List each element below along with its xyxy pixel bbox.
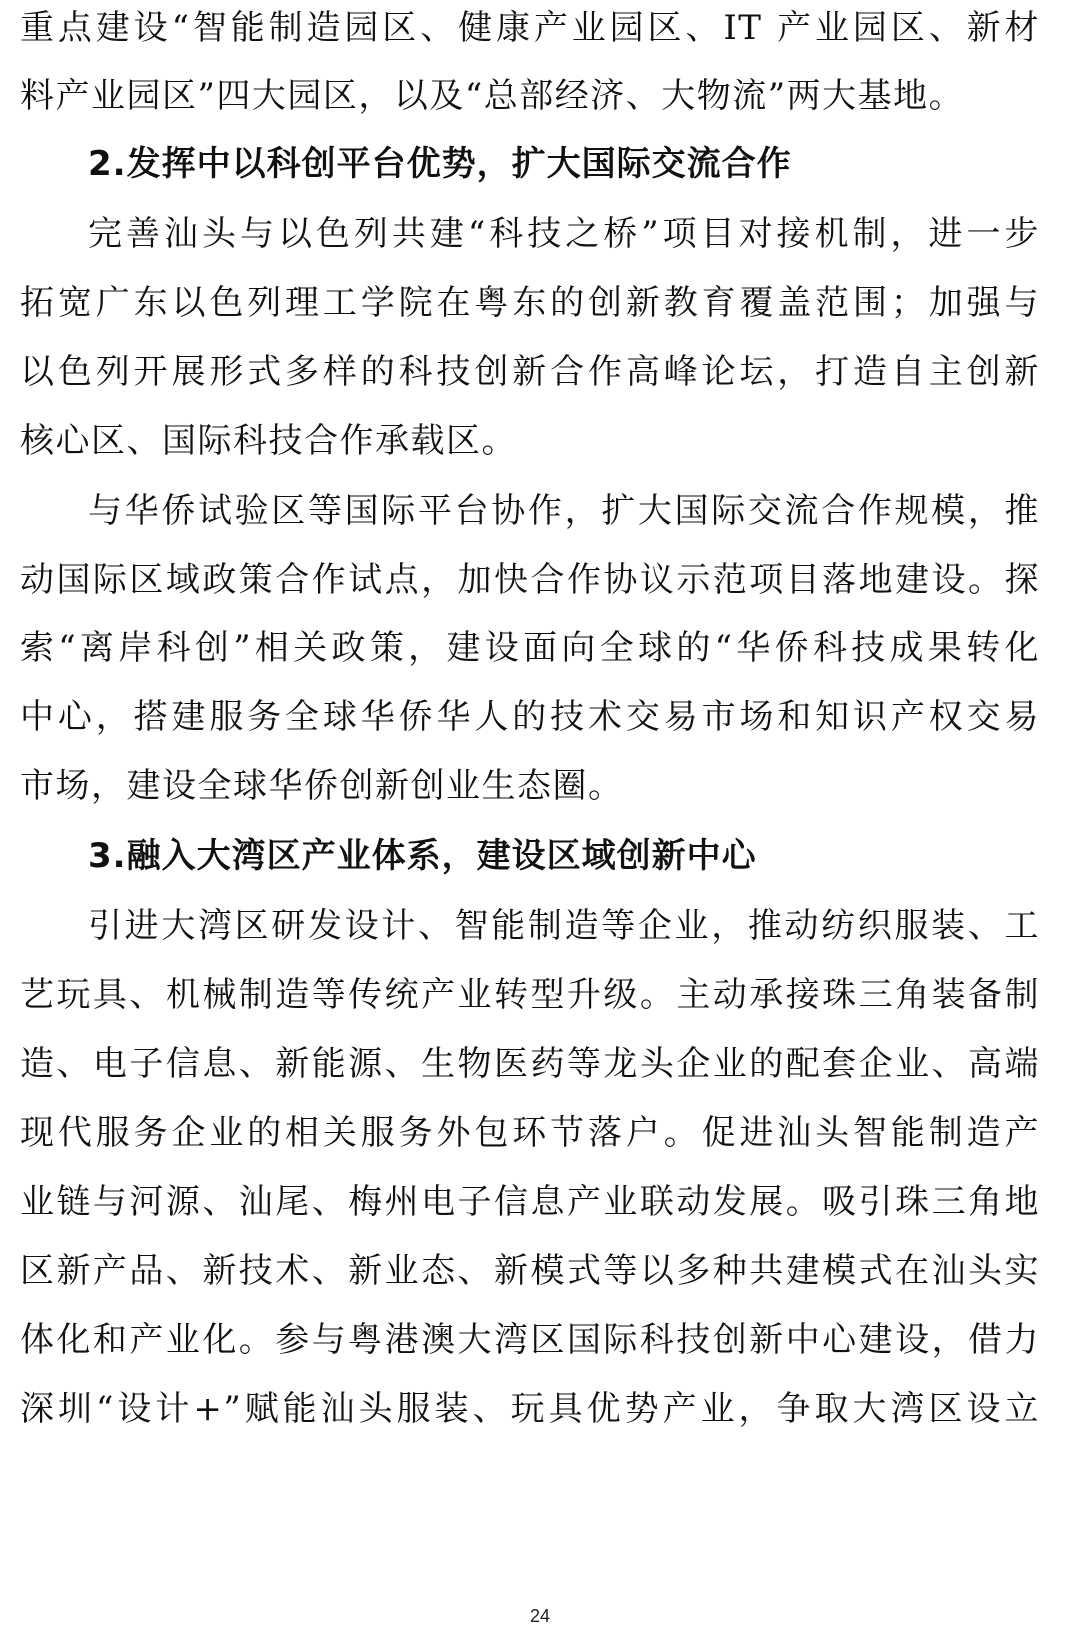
paragraph-line: 深圳“设计+”赋能汕头服装、玩具优势产业，争取大湾区设立 (20, 1389, 1040, 1429)
paragraph-line: 引进大湾区研发设计、智能制造等企业，推动纺织服装、工 (88, 906, 1040, 946)
paragraph-line: 体化和产业化。参与粤港澳大湾区国际科技创新中心建设，借力 (20, 1320, 1040, 1360)
page-number: 24 (529, 1606, 551, 1626)
paragraph-line: 完善汕头与以色列共建“科技之桥”项目对接机制，进一步 (88, 214, 1040, 254)
paragraph-line: 中心，搭建服务全球华侨华人的技术交易市场和知识产权交易 (20, 697, 1040, 737)
paragraph-line: 市场，建设全球华侨创新创业生态圈。 (20, 766, 624, 806)
paragraph-line: 业链与河源、汕尾、梅州电子信息产业联动发展。吸引珠三角地 (20, 1182, 1040, 1222)
paragraph-line: 核心区、国际科技合作承载区。 (20, 421, 517, 461)
paragraph-line: 料产业园区”四大园区，以及“总部经济、大物流”两大基地。 (20, 76, 965, 116)
section-heading-3: 3.融入大湾区产业体系，建设区域创新中心 (88, 836, 757, 876)
paragraph-line: 区新产品、新技术、新业态、新模式等以多种共建模式在汕头实 (20, 1251, 1040, 1291)
paragraph-line: 现代服务企业的相关服务外包环节落户。促进汕头智能制造产 (20, 1113, 1040, 1153)
paragraph-line: 重点建设“智能制造园区、健康产业园区、IT 产业园区、新材 (20, 8, 1040, 48)
section-heading-2: 2.发挥中以科创平台优势，扩大国际交流合作 (88, 144, 792, 184)
paragraph-line: 动国际区域政策合作试点，加快合作协议示范项目落地建设。探 (20, 560, 1040, 600)
paragraph-line: 艺玩具、机械制造等传统产业转型升级。主动承接珠三角装备制 (20, 975, 1040, 1015)
paragraph-line: 与华侨试验区等国际平台协作，扩大国际交流合作规模，推 (88, 491, 1040, 531)
paragraph-line: 以色列开展形式多样的科技创新合作高峰论坛，打造自主创新 (20, 352, 1040, 392)
paragraph-line: 拓宽广东以色列理工学院在粤东的创新教育覆盖范围；加强与 (20, 283, 1040, 323)
paragraph-line: 索“离岸科创”相关政策，建设面向全球的“华侨科技成果转化 (20, 628, 1040, 668)
paragraph-line: 造、电子信息、新能源、生物医药等龙头企业的配套企业、高端 (20, 1044, 1040, 1084)
